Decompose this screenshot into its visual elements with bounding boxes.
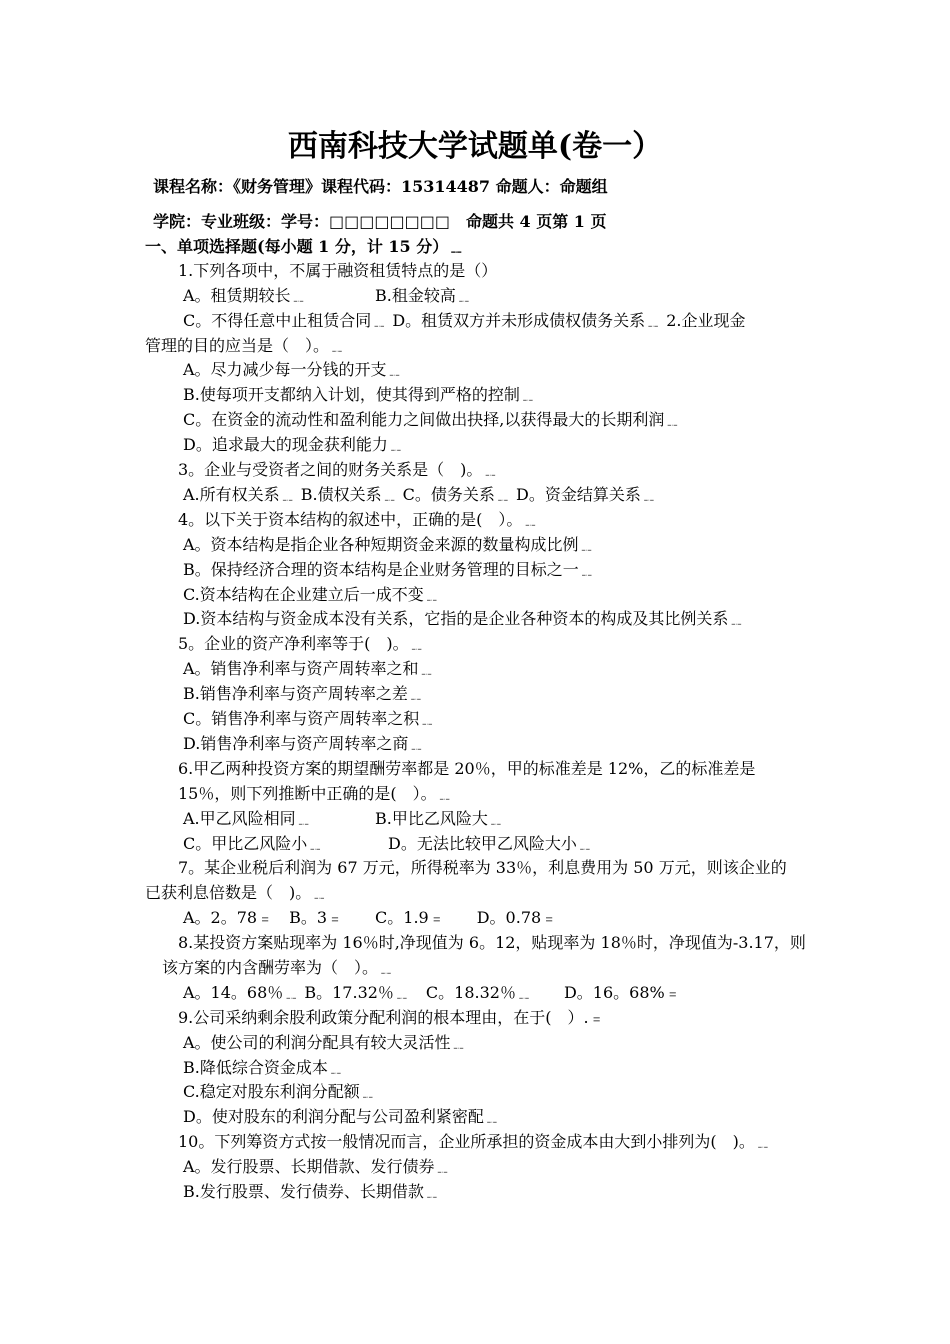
option-line: D.销售净利率与资产周转率之商﹎ [183,734,425,753]
question-6-cont: 15％，则下列推断中正确的是( ）。﹎ [178,784,453,803]
option-line: A。资本结构是指企业各种短期资金来源的数量构成比例﹎ [183,535,595,554]
option-line: C。在资金的流动性和盈利能力之间做出抉择,以获得最大的长期利润﹎ [183,410,681,429]
class-info: 学院：专业班级：学号：□□□□□□□□ 命题共 4 页第 1 页 [153,212,607,231]
option-line: A。租赁期较长﹎ [183,286,307,305]
option-line: A。尽力减少每一分钱的开支﹎ [183,360,403,379]
option-line: A。发行股票、长期借款、发行债券﹎ [183,1157,451,1176]
section-heading: 一、单项选择题(每小题 1 分，计 15 分）﹎ [145,237,465,256]
question-8: 8.某投资方案贴现率为 16％时,净现值为 6。12，贴现率为 18％时，净现值为-3.17，则 [178,933,806,952]
option-line: B。保持经济合理的资本结构是企业财务管理的目标之一﹎ [183,560,595,579]
option-line: A。2。78﹦ B。3﹦ C。1.9﹦ D。0.78﹦ [183,908,558,927]
option-line: B.使每项开支都纳入计划，使其得到严格的控制﹎ [183,385,536,404]
option-line: B.发行股票、发行债券、长期借款﹎ [183,1182,440,1201]
course-info: 课程名称：《财务管理》课程代码：15314487 命题人：命题组 [153,177,608,196]
option-line: D。追求最大的现金获利能力﹎ [183,435,404,454]
question-8-cont: 该方案的内含酬劳率为（ ）。﹎ [162,958,395,977]
option-line: D.资本结构与资金成本没有关系，它指的是企业各种资本的构成及其比例关系﹎ [183,609,745,628]
question-7-cont: 已获利息倍数是（ )。﹎ [145,883,328,902]
question-1: 1.下列各项中，不属于融资租赁特点的是（） [178,261,498,280]
option-line: A.所有权关系﹎ B.债权关系﹎ C。债务关系﹎ D。资金结算关系﹎ [183,485,657,504]
option-line: D。使对股东的利润分配与公司盈利紧密配﹎ [183,1107,500,1126]
option-line: D。无法比较甲乙风险大小﹎ [388,834,593,853]
option-line: B.租金较高﹎ [375,286,472,305]
option-line: C。不得任意中止租赁合同﹎ D。租赁双方并未形成债权债务关系﹎ 2.企业现金 [183,311,746,330]
question-6: 6.甲乙两种投资方案的期望酬劳率都是 20％，甲的标准差是 12%，乙的标准差是 [178,759,756,778]
question-2-cont: 管理的目的应当是（ ）。﹎ [145,336,346,355]
option-line: B.降低综合资金成本﹎ [183,1058,344,1077]
option-line: A。使公司的利润分配具有较大灵活性﹎ [183,1033,467,1052]
option-line: B.甲比乙风险大﹎ [375,809,504,828]
option-line: C。甲比乙风险小﹎ [183,834,324,853]
question-7: 7。某企业税后利润为 67 万元，所得税率为 33％，利息费用为 50 万元，则该企业的 [178,858,787,877]
option-line: B.销售净利率与资产周转率之差﹎ [183,684,424,703]
question-9: 9.公司采纳剩余股利政策分配利润的根本理由，在于( ）.﹦ [178,1008,605,1027]
question-3: 3。企业与受资者之间的财务关系是（ )。﹎ [178,460,499,479]
question-4: 4。以下关于资本结构的叙述中，正确的是( ）。﹎ [178,510,539,529]
option-line: C。销售净利率与资产周转率之积﹎ [183,709,436,728]
option-line: A。14。68％﹎ B。17.32％﹎ C。18.32％﹎ D。16。68%﹦ [183,983,681,1002]
option-line: A.甲乙风险相同﹎ [183,809,312,828]
page-title: 西南科技大学试题单(卷一） [287,129,663,164]
question-10: 10。下列筹资方式按一般情况而言，企业所承担的资金成本由大到小排列为( )。﹎ [178,1132,771,1151]
option-line: A。销售净利率与资产周转率之和﹎ [183,659,435,678]
question-5: 5。企业的资产净利率等于( )。﹎ [178,634,425,653]
option-line: C.稳定对股东利润分配额﹎ [183,1082,376,1101]
option-line: C.资本结构在企业建立后一成不变﹎ [183,585,440,604]
